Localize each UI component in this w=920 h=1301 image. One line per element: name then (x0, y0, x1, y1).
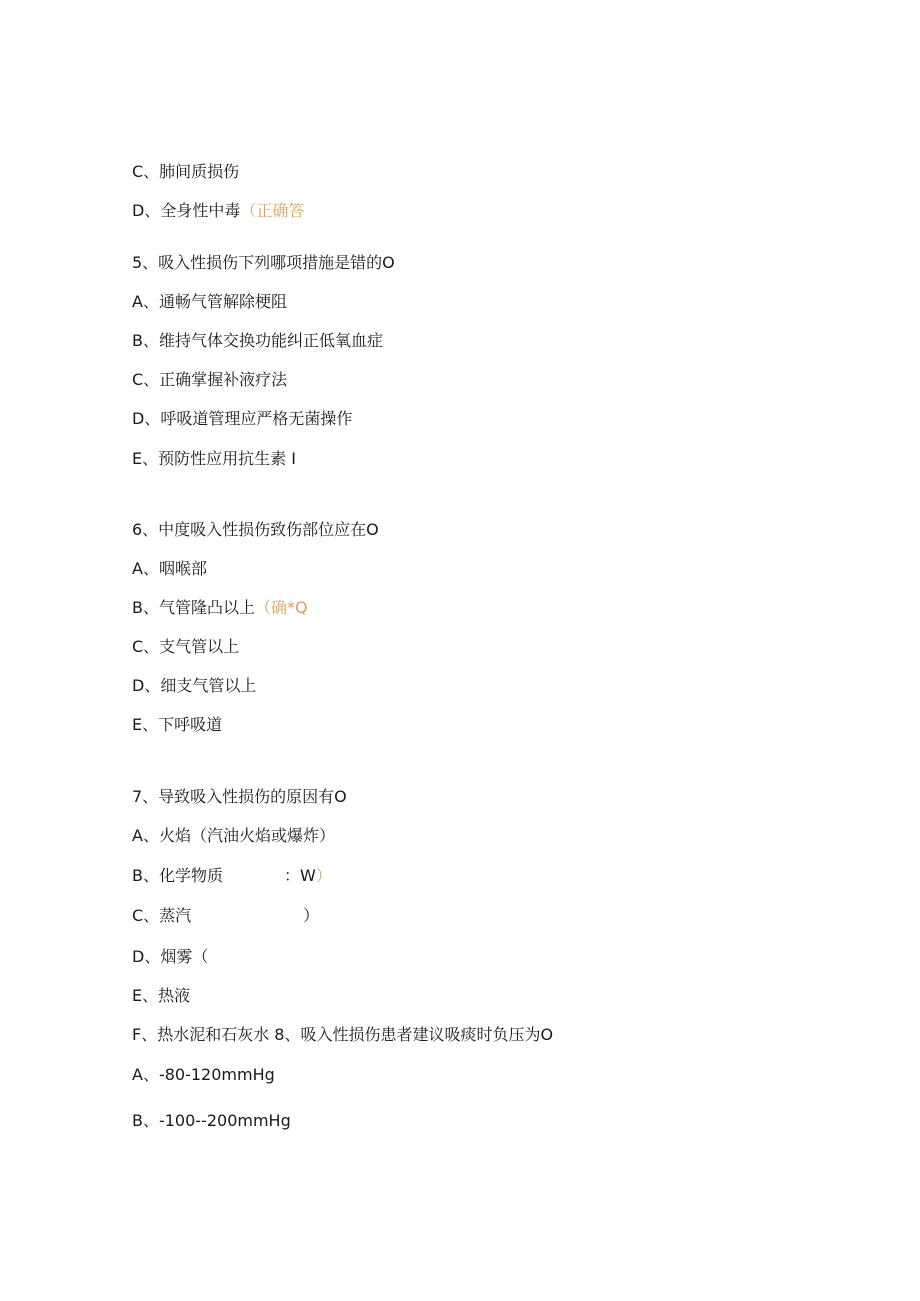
line-text: E、热液 (132, 986, 191, 1005)
q7-option-a (132, 826, 335, 846)
line-text: E、下呼吸道 (132, 715, 223, 734)
answer-annotation: （正确答 (240, 201, 305, 220)
line-text: A、-80-120mmHg (132, 1065, 275, 1084)
line-text: B、化学物质 ：W (132, 866, 316, 885)
q7-option-c (132, 906, 319, 926)
q8-option-a (132, 1065, 275, 1085)
line-text: A、通畅气管解除梗阻 (132, 292, 287, 311)
line-text: 7、导致吸入性损伤的原因有O (132, 787, 347, 806)
line-text: D、烟雾（ (132, 947, 209, 966)
line-text: 6、中度吸入性损伤致伤部位应在O (132, 520, 379, 539)
q5-option-d (132, 409, 352, 429)
q7-option-e (132, 986, 190, 1006)
line-text: C、蒸汽 ） (132, 906, 320, 925)
question-7 (132, 787, 347, 807)
option-c-lung-interstitial (132, 162, 239, 182)
line-text: D、细支气管以上 (132, 676, 257, 695)
q6-option-a (132, 559, 207, 579)
line-text: C、支气管以上 (132, 637, 240, 656)
q7-option-b (132, 866, 332, 886)
line-text: D、全身性中毒 (132, 201, 241, 220)
q5-option-c (132, 370, 287, 390)
q6-option-d (132, 676, 256, 696)
q6-option-e (132, 715, 222, 735)
line-text: F、热水泥和石灰水 8、吸入性损伤患者建议吸痰时负压为O (132, 1025, 554, 1044)
q6-option-c (132, 637, 239, 657)
line-text: A、火焰（汽油火焰或爆炸） (132, 826, 335, 845)
answer-annotation: （确*Q (254, 598, 308, 617)
q7-option-f-and-question-8 (132, 1025, 553, 1045)
line-text: A、咽喉部 (132, 559, 207, 578)
q8-option-b (132, 1111, 291, 1131)
line-text: C、正确掌握补液疗法 (132, 370, 288, 389)
q5-option-e (132, 449, 296, 469)
q5-option-a (132, 292, 287, 312)
line-text: D、呼吸道管理应严格无菌操作 (132, 409, 353, 428)
q7-option-d (132, 947, 208, 967)
line-text: B、气管隆凸以上 (132, 598, 255, 617)
question-5 (132, 253, 395, 273)
q6-option-b (132, 598, 308, 618)
line-text: B、维持气体交换功能纠正低氧血症 (132, 331, 383, 350)
option-d-systemic-poisoning (132, 201, 304, 221)
line-text: C、肺间质损伤 (132, 162, 240, 181)
q5-option-b (132, 331, 383, 351)
line-text: 5、吸入性损伤下列哪项措施是错的O (132, 253, 395, 272)
answer-annotation: ） (315, 866, 332, 885)
line-text: E、预防性应用抗生素 I (132, 449, 296, 468)
question-6 (132, 520, 379, 540)
line-text: B、-100--200mmHg (132, 1111, 291, 1130)
